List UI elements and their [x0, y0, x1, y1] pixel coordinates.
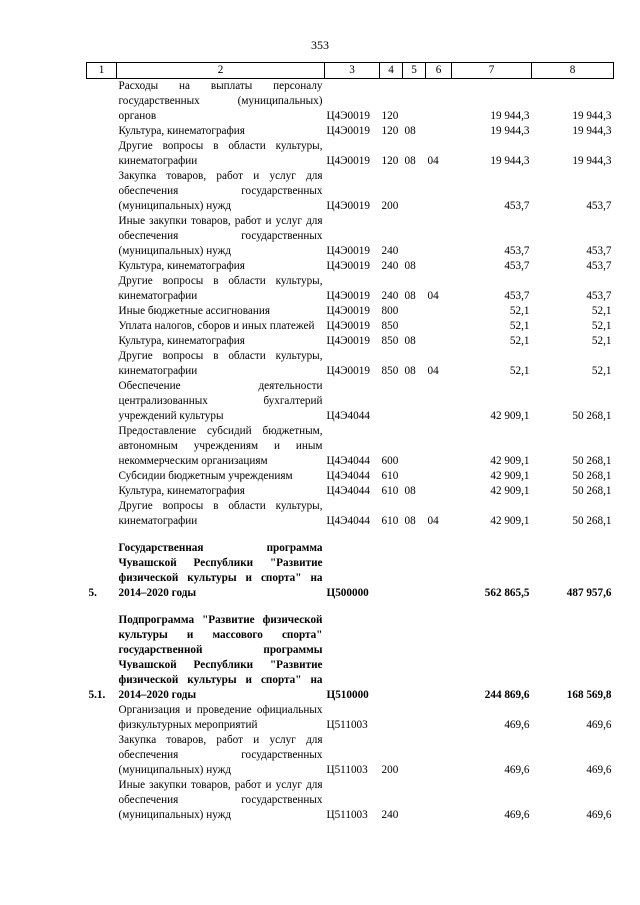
row-value-col7: 453,7: [504, 260, 530, 272]
row-code: Ц4Э4044: [326, 470, 370, 482]
table-row: [87, 139, 614, 169]
header-col-2: 2: [117, 63, 325, 79]
row-description: Субсидии бюджетным учреждениям: [118, 470, 293, 482]
row-value-col8: 469,6: [586, 764, 612, 776]
row-col5: 08: [404, 335, 416, 347]
row-col5: [403, 778, 426, 823]
spacer-cell: [87, 601, 614, 613]
row-value-col7: 19 944,3: [490, 125, 530, 137]
row-value-col7: 19 944,3: [490, 155, 530, 167]
row-col6: [426, 169, 452, 214]
row-value-col8: 19 944,3: [572, 155, 612, 167]
row-col6: 04: [427, 290, 439, 302]
row-number: 5.1.: [88, 689, 106, 701]
row-code: Ц4Э0019: [326, 365, 370, 377]
row-col5: [403, 733, 426, 778]
row-description: Организация и проведение официальных физкультурных мероприятий: [118, 704, 323, 731]
row-col5: 08: [404, 125, 416, 137]
table-row: [87, 79, 614, 125]
row-value-col8: 50 268,1: [572, 485, 612, 497]
row-description: Предоставление субсидий бюджетным, автономным учреждениям и иным некоммерческим организациям: [118, 425, 323, 467]
row-code: Ц4Э0019: [326, 290, 370, 302]
row-col4: 240: [381, 245, 399, 257]
row-col5: [403, 214, 426, 259]
row-number: [87, 499, 117, 529]
row-value-col7: 52,1: [509, 365, 530, 377]
row-value-col7: 42 909,1: [490, 455, 530, 467]
row-description: Закупка товаров, работ и услуг для обеспечения государственных (муниципальных) нужд: [118, 170, 323, 212]
row-col6: [426, 613, 452, 703]
row-col4: [380, 541, 403, 601]
header-col-5: 5: [403, 63, 426, 79]
header-row: [87, 63, 614, 79]
row-number: [87, 124, 117, 139]
header-col-3: 3: [325, 63, 380, 79]
row-description: Иные закупки товаров, работ и услуг для обеспечения государственных (муниципальных) нужд: [118, 779, 323, 821]
row-number: [87, 304, 117, 319]
row-value-col7: 42 909,1: [490, 515, 530, 527]
row-col6: [426, 334, 452, 349]
row-value-col8: 469,6: [586, 809, 612, 821]
row-value-col7: 52,1: [509, 305, 530, 317]
row-col6: [426, 469, 452, 484]
row-code: Ц511003: [326, 809, 368, 821]
header-col-1: 1: [87, 63, 117, 79]
row-col6: 04: [427, 515, 439, 527]
row-description: Уплата налогов, сборов и иных платежей: [118, 320, 315, 332]
row-description: Другие вопросы в области культуры, кинематографии: [118, 140, 323, 167]
row-value-col7: 469,6: [504, 809, 530, 821]
row-col4: 610: [381, 515, 399, 527]
row-description: Культура, кинематография: [118, 485, 245, 497]
row-col6: [426, 379, 452, 424]
table-row: [87, 613, 614, 703]
row-code: Ц4Э4044: [326, 455, 370, 467]
row-number: [87, 169, 117, 214]
row-description: Культура, кинематография: [118, 260, 245, 272]
row-col5: 08: [404, 365, 416, 377]
row-col5: 08: [404, 155, 416, 167]
row-col4: 120: [381, 125, 399, 137]
row-col5: [403, 541, 426, 601]
table-row: [87, 334, 614, 349]
row-code: Ц4Э0019: [326, 155, 370, 167]
row-col6: 04: [427, 155, 439, 167]
row-col4: 850: [381, 335, 399, 347]
row-number: [87, 469, 117, 484]
row-value-col8: 19 944,3: [572, 125, 612, 137]
row-value-col7: 42 909,1: [490, 485, 530, 497]
row-value-col8: 52,1: [591, 320, 612, 332]
row-value-col8: 469,6: [586, 719, 612, 731]
row-value-col8: 168 569,8: [566, 689, 612, 701]
budget-table-container: [86, 62, 613, 823]
row-col4: 120: [381, 110, 399, 122]
row-number: [87, 79, 117, 125]
row-description: Другие вопросы в области культуры, кинематографии: [118, 500, 323, 527]
row-code: Ц4Э0019: [326, 260, 370, 272]
row-code: Ц4Э0019: [326, 200, 370, 212]
row-code: Ц4Э0019: [326, 305, 370, 317]
table-row: [87, 214, 614, 259]
table-row: [87, 259, 614, 274]
row-col5: [403, 319, 426, 334]
row-number: [87, 259, 117, 274]
row-col5: 08: [404, 260, 416, 272]
row-description: Иные бюджетные ассигнования: [118, 305, 270, 317]
row-col4: [380, 613, 403, 703]
row-description: Другие вопросы в области культуры, кинематографии: [118, 350, 323, 377]
row-col6: [426, 733, 452, 778]
row-code: Ц500000: [326, 587, 369, 599]
table-row: [87, 469, 614, 484]
table-row: [87, 484, 614, 499]
row-value-col8: 50 268,1: [572, 410, 612, 422]
row-col4: 240: [381, 809, 399, 821]
header-col-8: 8: [532, 63, 614, 79]
row-number: [87, 484, 117, 499]
header-col-4: 4: [380, 63, 403, 79]
row-col6: [426, 778, 452, 823]
row-col5: [403, 304, 426, 319]
row-col6: [426, 484, 452, 499]
row-code: Ц511003: [326, 764, 368, 776]
row-value-col8: 487 957,6: [566, 587, 612, 599]
row-value-col8: 453,7: [586, 260, 612, 272]
row-code: Ц4Э0019: [326, 245, 370, 257]
row-value-col8: 52,1: [591, 365, 612, 377]
row-value-col7: 453,7: [504, 290, 530, 302]
header-col-6: 6: [426, 63, 452, 79]
row-value-col7: 453,7: [504, 245, 530, 257]
row-col5: [403, 79, 426, 125]
row-number: [87, 334, 117, 349]
row-col5: [403, 379, 426, 424]
row-code: Ц4Э4044: [326, 485, 370, 497]
row-col5: [403, 703, 426, 733]
row-number: 5.: [88, 587, 97, 599]
table-row: [87, 424, 614, 469]
row-number: [87, 139, 117, 169]
row-value-col7: 562 865,5: [484, 587, 530, 599]
row-col6: [426, 124, 452, 139]
row-col4: [380, 703, 403, 733]
table-row: [87, 778, 614, 823]
table-row: [87, 124, 614, 139]
row-col4: 600: [381, 455, 399, 467]
row-value-col8: 50 268,1: [572, 470, 612, 482]
row-col5: [403, 469, 426, 484]
row-value-col7: 42 909,1: [490, 470, 530, 482]
row-value-col7: 19 944,3: [490, 110, 530, 122]
row-value-col8: 19 944,3: [572, 110, 612, 122]
spacer-row: [87, 529, 614, 541]
row-value-col7: 469,6: [504, 764, 530, 776]
row-value-col8: 453,7: [586, 200, 612, 212]
row-col4: 120: [381, 155, 399, 167]
row-col4: 610: [381, 470, 399, 482]
row-description: Закупка товаров, работ и услуг для обеспечения государственных (муниципальных) нужд: [118, 734, 323, 776]
row-description: Культура, кинематография: [118, 125, 245, 137]
row-col6: 04: [427, 365, 439, 377]
table-row: [87, 169, 614, 214]
row-value-col8: 52,1: [591, 335, 612, 347]
row-number: [87, 778, 117, 823]
row-value-col7: 52,1: [509, 320, 530, 332]
table-row: [87, 274, 614, 304]
table-body: [87, 79, 614, 824]
table-row: [87, 319, 614, 334]
row-description: Государственная программа Чувашской Республики "Развитие физической культуры и спорта" на 2014–2020 годы: [118, 542, 323, 599]
row-value-col8: 52,1: [591, 305, 612, 317]
row-col5: [403, 169, 426, 214]
row-number: [87, 703, 117, 733]
table-row: [87, 541, 614, 601]
table-row: [87, 349, 614, 379]
row-col5: 08: [404, 485, 416, 497]
budget-table: [86, 62, 614, 823]
header-col-7: 7: [452, 63, 532, 79]
row-col4: [380, 379, 403, 424]
row-number: [87, 733, 117, 778]
row-col4: 200: [381, 764, 399, 776]
row-number: [87, 214, 117, 259]
row-col4: 200: [381, 200, 399, 212]
row-col4: 240: [381, 260, 399, 272]
row-number: [87, 349, 117, 379]
row-col5: [403, 424, 426, 469]
row-col4: 240: [381, 290, 399, 302]
row-number: [87, 274, 117, 304]
row-col5: 08: [404, 290, 416, 302]
row-number: [87, 379, 117, 424]
row-value-col8: 453,7: [586, 290, 612, 302]
spacer-cell: [87, 529, 614, 541]
row-value-col7: 453,7: [504, 200, 530, 212]
row-col4: 800: [381, 305, 399, 317]
row-value-col8: 50 268,1: [572, 515, 612, 527]
row-col6: [426, 259, 452, 274]
row-number: [87, 424, 117, 469]
row-description: Культура, кинематография: [118, 335, 245, 347]
row-col4: 610: [381, 485, 399, 497]
page-number: 353: [311, 38, 329, 52]
row-code: Ц4Э4044: [326, 515, 370, 527]
table-header: [87, 63, 614, 79]
row-code: Ц510000: [326, 689, 369, 701]
row-code: Ц4Э0019: [326, 125, 370, 137]
row-value-col7: 244 869,6: [484, 689, 530, 701]
row-col6: [426, 319, 452, 334]
row-col5: 08: [404, 515, 416, 527]
row-description: Другие вопросы в области культуры, кинематографии: [118, 275, 323, 302]
row-description: Обеспечение деятельности централизованных бухгалтерий учреждений культуры: [118, 380, 323, 422]
table-row: [87, 379, 614, 424]
row-description: Иные закупки товаров, работ и услуг для обеспечения государственных (муниципальных) нужд: [118, 215, 323, 257]
row-col6: [426, 541, 452, 601]
table-row: [87, 733, 614, 778]
spacer-row: [87, 601, 614, 613]
row-value-col8: 50 268,1: [572, 455, 612, 467]
row-description: Расходы на выплаты персоналу государственных (муниципальных) органов: [118, 80, 323, 122]
row-col6: [426, 703, 452, 733]
row-col4: 850: [381, 320, 399, 332]
row-description: Подпрограмма "Развитие физической культуры и массового спорта" государственной программы Чувашской Республики "Развитие физической культуры и спорта" на 2014–2020 годы: [118, 614, 323, 701]
row-value-col7: 52,1: [509, 335, 530, 347]
row-code: Ц4Э0019: [326, 110, 370, 122]
row-code: Ц511003: [326, 719, 368, 731]
row-code: Ц4Э0019: [326, 320, 370, 332]
row-value-col8: 453,7: [586, 245, 612, 257]
row-value-col7: 42 909,1: [490, 410, 530, 422]
row-col6: [426, 214, 452, 259]
row-col6: [426, 424, 452, 469]
row-code: Ц4Э0019: [326, 335, 370, 347]
row-value-col7: 469,6: [504, 719, 530, 731]
table-row: [87, 499, 614, 529]
row-col5: [403, 613, 426, 703]
table-row: [87, 703, 614, 733]
row-col6: [426, 304, 452, 319]
row-number: [87, 319, 117, 334]
row-code: Ц4Э4044: [326, 410, 370, 422]
row-col6: [426, 79, 452, 125]
table-row: [87, 304, 614, 319]
row-col4: 850: [381, 365, 399, 377]
